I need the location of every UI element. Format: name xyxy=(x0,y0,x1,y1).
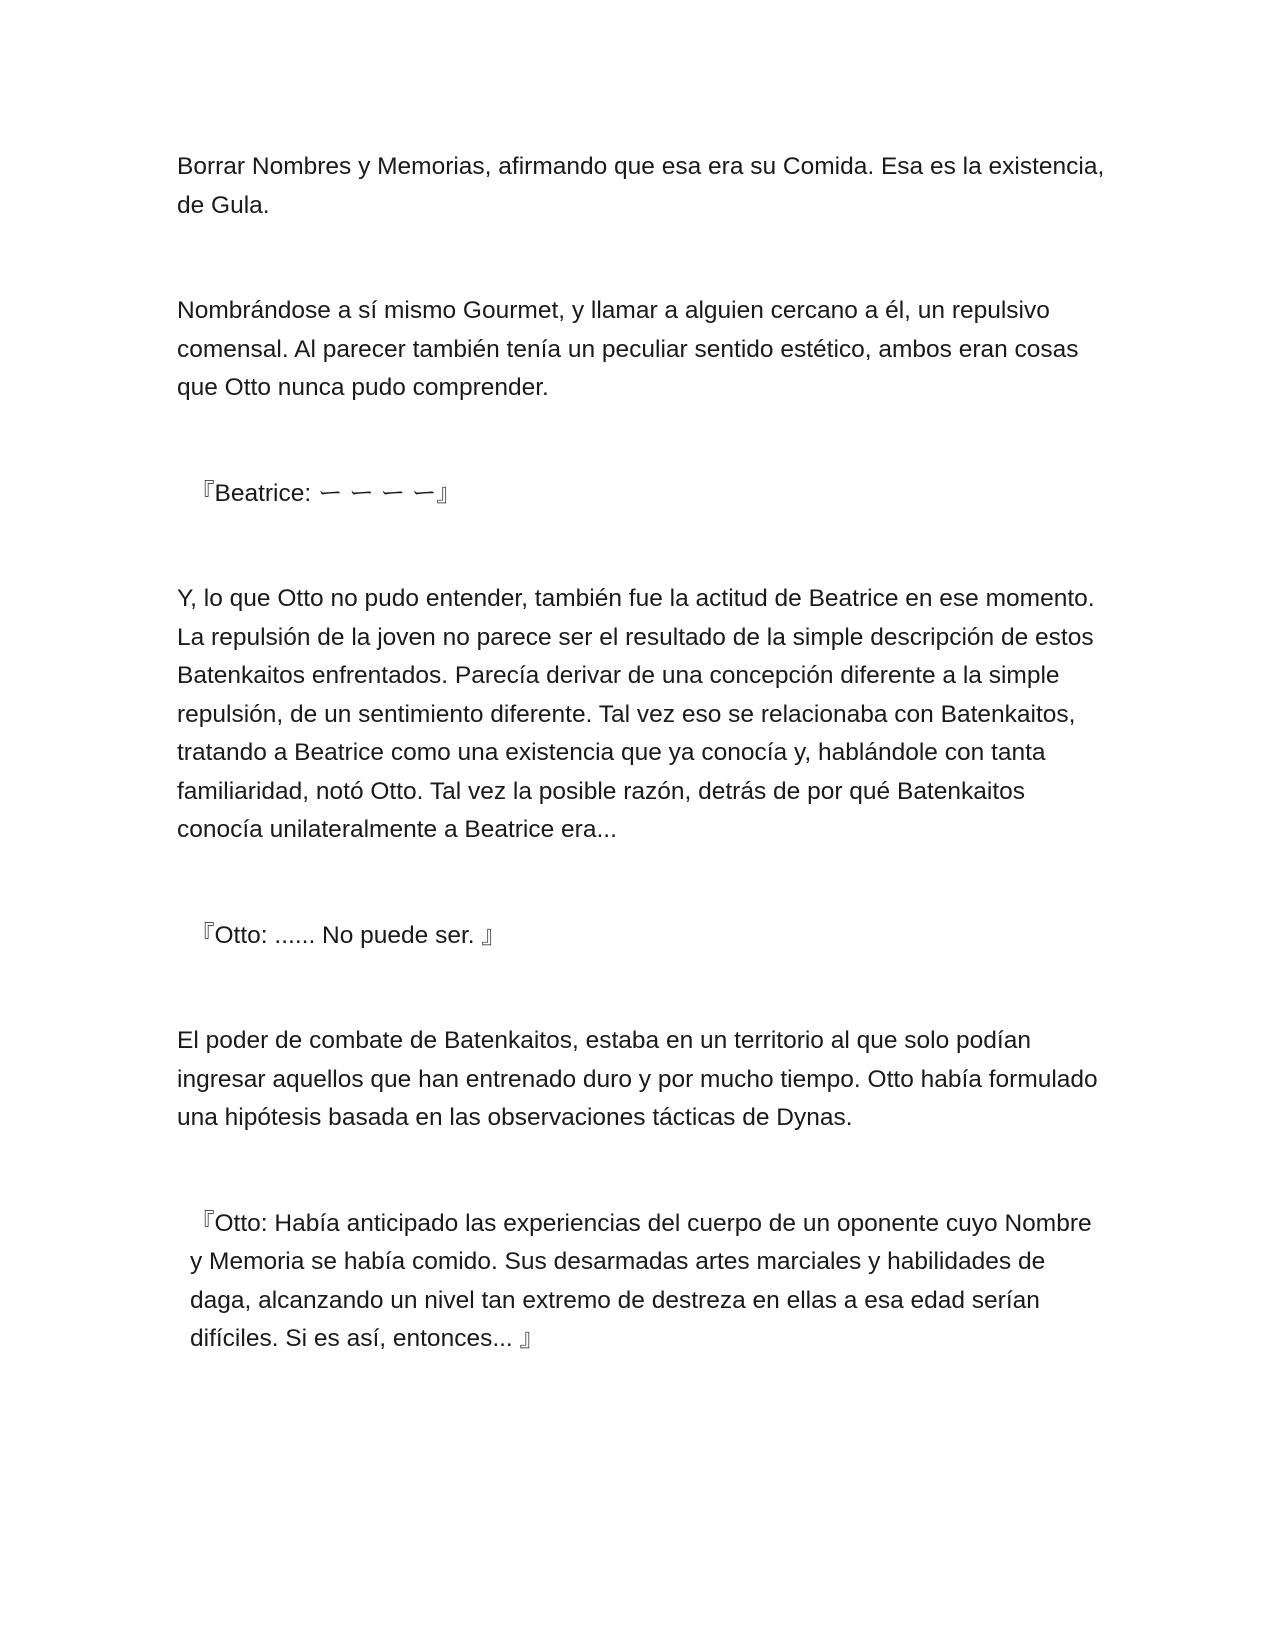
paragraph-gula-existence: Borrar Nombres y Memorias, afirmando que esa era su Comida. Esa es la existencia, de Gula. xyxy=(177,153,1105,219)
paragraph-beatrice-attitude: Y, lo que Otto no pudo entender, también fue la actitud de Beatrice en ese momento. La repulsión de la joven no parece ser el resultado de la simple descripción de estos Batenkaitos enfrentados. Parecía derivar de una concepción diferente a la simple repulsión, de un sentimiento diferente. Tal vez eso se relacionaba con Batenkaitos, tratando a Beatrice como una existencia que ya conocía y, hablándole con tanta familiaridad, notó Otto. Tal vez la posible razón, detrás de por qué Batenkaitos conocía unilateralmente a Beatrice era... xyxy=(177,585,1095,843)
paragraph-combat-power: El poder de combate de Batenkaitos, estaba en un territorio al que solo podían ingresar aquellos que han entrenado duro y por mucho tiempo. Otto había formulado una hipótesis basada en las observaciones tácticas de Dynas. xyxy=(177,1027,1098,1131)
paragraph-gourmet: Nombrándose a sí mismo Gourmet, y llamar a alguien cercano a él, un repulsivo comensal. Al parecer también tenía un peculiar sentido estético, ambos eran cosas que Otto nunca pudo comprender. xyxy=(177,297,1079,401)
dialogue-otto-no-puede-ser: 『Otto: ...... No puede ser. 』 xyxy=(190,921,506,949)
page-body xyxy=(177,148,1107,1359)
dialogue-otto-hypothesis: 『Otto: Había anticipado las experiencias del cuerpo de un oponente cuyo Nombre y Memoria se había comido. Sus desarmadas artes marciales y habilidades de daga, alcanzando un nivel tan extremo de destreza en ellas a esa edad serían difíciles. Si es así, entonces... 』 xyxy=(190,1209,1092,1352)
dialogue-beatrice: 『Beatrice: ー ー ー ー』 xyxy=(190,479,461,507)
